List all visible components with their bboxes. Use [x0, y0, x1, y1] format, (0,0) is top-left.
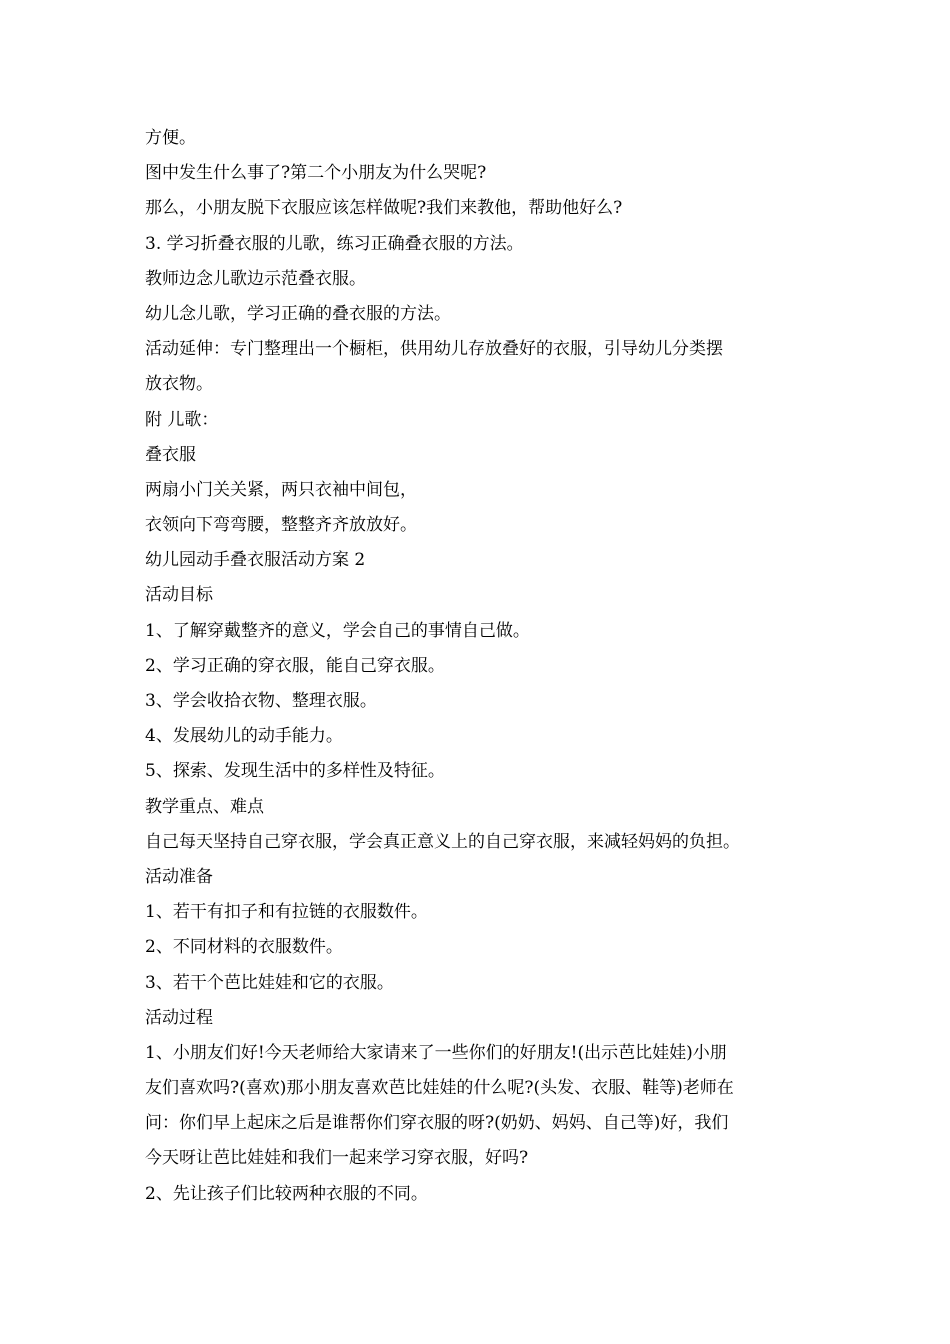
text-line: 1、小朋友们好!今天老师给大家请来了一些你们的好朋友!(出示芭比娃娃)小朋 — [145, 1042, 727, 1063]
text-line: 方便。 — [145, 128, 196, 148]
text-line: 3. 学习折叠衣服的儿歌，练习正确叠衣服的方法。 — [145, 233, 524, 254]
section-title: 幼儿园动手叠衣服活动方案 2 — [145, 550, 366, 571]
section-heading: 活动目标 — [145, 585, 213, 606]
poem-line: 衣领向下弯弯腰，整整齐齐放放好。 — [145, 515, 417, 536]
text-line: 自己每天坚持自己穿衣服，学会真正意义上的自己穿衣服，来减轻妈妈的负担。 — [145, 831, 740, 852]
text-line: 附 儿歌： — [145, 409, 219, 430]
list-item: 2、先让孩子们比较两种衣服的不同。 — [145, 1183, 428, 1204]
list-item: 3、学会收拾衣物、整理衣服。 — [145, 691, 377, 711]
poem-line: 两扇小门关关紧，两只衣袖中间包， — [145, 479, 417, 500]
list-item: 4、发展幼儿的动手能力。 — [145, 726, 343, 747]
text-line: 活动延伸：专门整理出一个橱柜，供用幼儿存放叠好的衣服，引导幼儿分类摆 — [145, 339, 723, 360]
list-item: 3、若干个芭比娃娃和它的衣服。 — [145, 972, 394, 993]
text-line: 友们喜欢吗?(喜欢)那小朋友喜欢芭比娃娃的什么呢?(头发、衣服、鞋等)老师在 — [145, 1078, 734, 1099]
text-line: 图中发生什么事了?第二个小朋友为什么哭呢? — [145, 163, 487, 184]
text-line: 今天呀让芭比娃娃和我们一起来学习穿衣服，好吗? — [145, 1148, 529, 1169]
section-heading: 教学重点、难点 — [145, 796, 264, 817]
text-line: 问：你们早上起床之后是谁帮你们穿衣服的呀?(奶奶、妈妈、自己等)好，我们 — [145, 1113, 729, 1134]
list-item: 2、不同材料的衣服数件。 — [145, 937, 343, 958]
list-item: 5、探索、发现生活中的多样性及特征。 — [145, 761, 445, 782]
list-item: 1、若干有扣子和有拉链的衣服数件。 — [145, 902, 428, 923]
text-line: 放衣物。 — [145, 374, 213, 395]
list-item: 2、学习正确的穿衣服，能自己穿衣服。 — [145, 655, 445, 676]
section-heading: 活动过程 — [145, 1007, 213, 1028]
list-item: 1、了解穿戴整齐的意义，学会自己的事情自己做。 — [145, 620, 530, 641]
text-line: 教师边念儿歌边示范叠衣服。 — [145, 268, 366, 289]
section-heading: 活动准备 — [145, 866, 213, 887]
document-body — [145, 121, 810, 1212]
poem-title: 叠衣服 — [145, 444, 196, 465]
text-line: 那么，小朋友脱下衣服应该怎样做呢?我们来教他，帮助他好么? — [145, 198, 623, 219]
text-line: 幼儿念儿歌，学习正确的叠衣服的方法。 — [145, 303, 451, 324]
